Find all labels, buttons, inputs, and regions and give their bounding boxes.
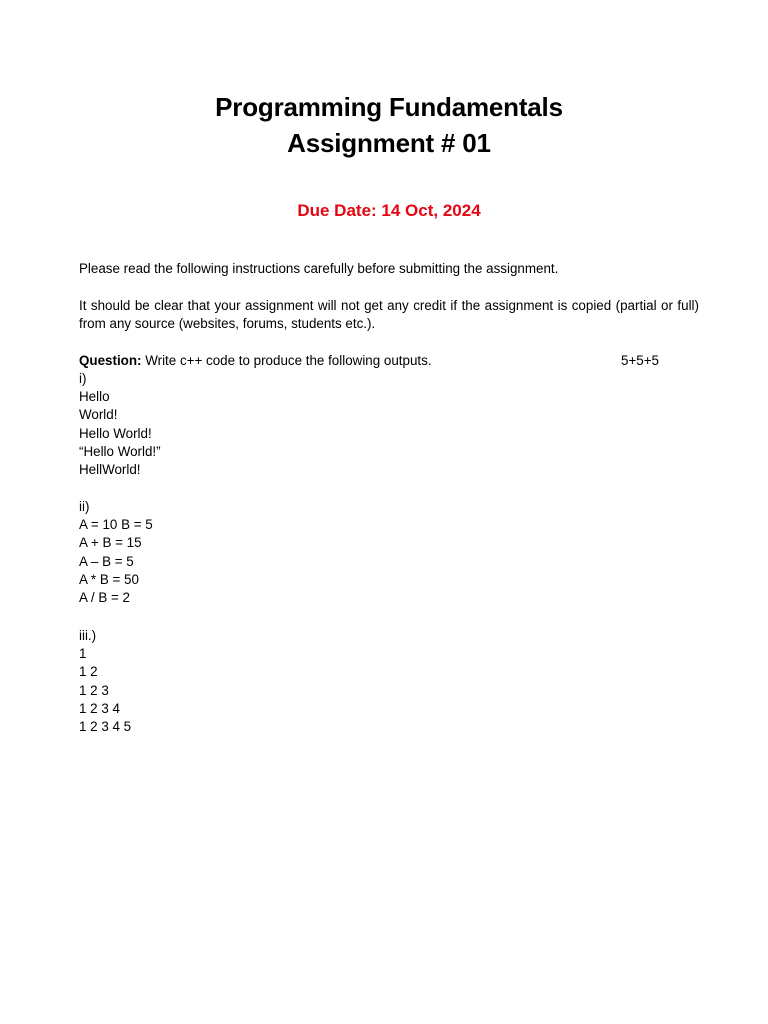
part-i-line: Hello <box>79 389 110 405</box>
part-iii-output <box>79 627 131 736</box>
title-assignment-number: Assignment # 01 <box>287 128 491 158</box>
part-i-line: HellWorld! <box>79 462 141 478</box>
plagiarism-warning-paragraph: It should be clear that your assignment will not get any credit if the assignment is copied (partial or full) from any source (websites, forums, students etc.). <box>79 298 699 332</box>
part-ii-output <box>79 498 153 607</box>
part-i-line: “Hello World!” <box>79 443 161 459</box>
part-ii-line: A = 10 B = 5 <box>79 517 153 533</box>
part-iii-line: 1 2 3 <box>79 682 109 698</box>
document-title <box>0 89 768 161</box>
part-iii-line: 1 2 <box>79 664 98 680</box>
part-i-line: Hello World! <box>79 425 152 441</box>
part-i-heading: i) <box>79 371 87 386</box>
question-label: Question: <box>79 353 142 368</box>
question-statement <box>79 352 699 370</box>
part-iii-line: 1 2 3 4 <box>79 700 120 716</box>
part-ii-line: A – B = 5 <box>79 553 134 569</box>
instructions-paragraph: Please read the following instructions carefully before submitting the assignment. <box>79 261 559 276</box>
part-iii-line: 1 2 3 4 5 <box>79 719 132 735</box>
title-course-name: Programming Fundamentals <box>215 92 563 122</box>
part-ii-line: A / B = 2 <box>79 590 130 606</box>
part-i-output <box>79 370 161 479</box>
part-iii-line: 1 <box>79 646 87 662</box>
part-ii-line: A + B = 15 <box>79 535 142 551</box>
part-ii-heading: ii) <box>79 499 90 514</box>
part-i-line: World! <box>79 407 118 423</box>
question-marks: 5+5+5 <box>621 353 659 368</box>
question-text: Write c++ code to produce the following outputs. <box>141 353 432 368</box>
part-iii-heading: iii.) <box>79 628 97 643</box>
part-ii-line: A * B = 50 <box>79 571 139 587</box>
due-date: Due Date: 14 Oct, 2024 <box>297 201 481 220</box>
